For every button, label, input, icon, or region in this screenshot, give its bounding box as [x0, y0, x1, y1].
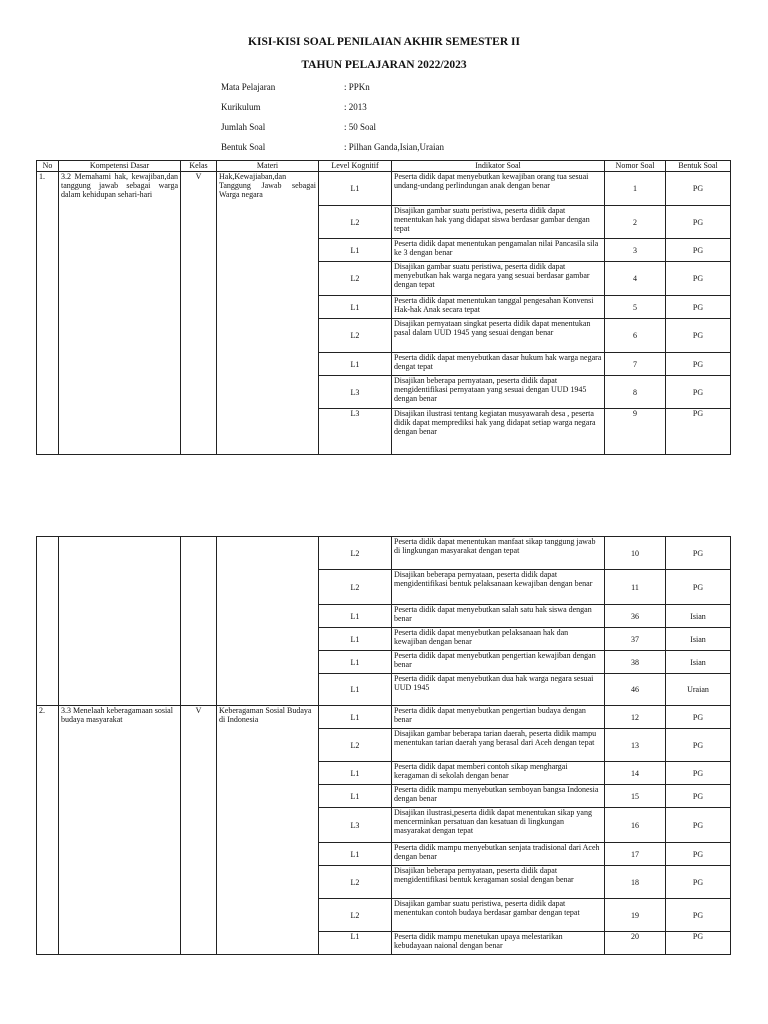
row-nomor: 16 [605, 808, 666, 843]
row-level: L1 [319, 628, 392, 651]
meta-key: Kurikulum [221, 102, 261, 112]
row-indikator: Peserta didik dapat menyebutkan pelaksanaan hak dan kewajiban dengan benar [392, 628, 605, 651]
row-indikator: Peserta didik dapat menyebutkan kewajiban orang tua sesuai undang-undang perlindungan anak dengan benar [392, 172, 605, 206]
row-materi: Hak,Kewajiaban,dan Tanggung Jawab sebagai Warga negara [217, 172, 319, 455]
document-title: KISI-KISI SOAL PENILAIAN AKHIR SEMESTER II [248, 36, 520, 48]
row-level: L1 [319, 932, 392, 955]
header-nomor: Nomor Soal [605, 161, 666, 172]
row-bentuk: PG [666, 296, 731, 319]
row-level: L1 [319, 785, 392, 808]
row-indikator: Peserta didik dapat menyebutkan pengertian kewajiban dengan benar [392, 651, 605, 674]
row-nomor: 20 [605, 932, 666, 955]
row-nomor: 37 [605, 628, 666, 651]
header-no: No [37, 161, 59, 172]
row-bentuk: PG [666, 808, 731, 843]
row-nomor: 2 [605, 206, 666, 239]
row-level: L1 [319, 674, 392, 706]
row-nomor: 17 [605, 843, 666, 866]
header-materi: Materi [217, 161, 319, 172]
row-bentuk: PG [666, 262, 731, 296]
row-nomor: 5 [605, 296, 666, 319]
row-bentuk: PG [666, 729, 731, 762]
row-indikator: Peserta didik dapat memberi contoh sikap menghargai keragaman di sekolah dengan benar [392, 762, 605, 785]
row-level: L2 [319, 570, 392, 605]
row-indikator: Disajikan beberapa pernyataan, peserta didik dapat mengidentifikasi pernyataan yang sesuai dengan UUD 1945 dengan benar [392, 376, 605, 409]
row-bentuk: PG [666, 239, 731, 262]
row-level: L2 [319, 866, 392, 899]
row-level: L1 [319, 172, 392, 206]
row-level: L2 [319, 206, 392, 239]
row-bentuk: Uraian [666, 674, 731, 706]
row-nomor: 4 [605, 262, 666, 296]
meta-key: Mata Pelajaran [221, 82, 276, 92]
row-bentuk: PG [666, 843, 731, 866]
row-materi: Keberagaman Sosial Budaya di Indonesia [217, 706, 319, 955]
row-level: L2 [319, 319, 392, 353]
header-level: Level Kognitif [319, 161, 392, 172]
meta-value: : 2013 [344, 102, 367, 112]
row-level: L3 [319, 409, 392, 455]
row-bentuk: Isian [666, 605, 731, 628]
row-nomor: 1 [605, 172, 666, 206]
header-indikator: Indikator Soal [392, 161, 605, 172]
row-bentuk: PG [666, 866, 731, 899]
row-nomor: 46 [605, 674, 666, 706]
row-nomor: 3 [605, 239, 666, 262]
row-indikator: Disajikan gambar beberapa tarian daerah, peserta didik mampu menentukan tarian daerah yang berasal dari Aceh dengan tepat [392, 729, 605, 762]
header-row [37, 161, 731, 172]
row-bentuk: PG [666, 353, 731, 376]
document-subtitle: TAHUN PELAJARAN 2022/2023 [301, 59, 467, 71]
table-row [37, 706, 731, 729]
row-level: L2 [319, 729, 392, 762]
row-indikator: Peserta didik dapat menentukan manfaat sikap tanggung jawab di lingkungan masyarakat dengan tepat [392, 537, 605, 570]
meta-key: Bentuk Soal [221, 142, 266, 152]
table-row [37, 537, 731, 570]
header-kd: Kompetensi Dasar [59, 161, 181, 172]
row-bentuk: PG [666, 319, 731, 353]
row-level: L1 [319, 762, 392, 785]
row-nomor: 15 [605, 785, 666, 808]
row-indikator: Disajikan ilustrasi,peserta didik dapat menentukan sikap yang mencerminkan persatuan dan kesatuan di lingkungan masyarakat dengan tepat [392, 808, 605, 843]
row-no: 2. [37, 706, 59, 955]
row-kd: 3.3 Menelaah keberagamaan sosial budaya masyarakat [59, 706, 181, 955]
row-bentuk: PG [666, 762, 731, 785]
row-bentuk: Isian [666, 651, 731, 674]
row-nomor: 38 [605, 651, 666, 674]
row-bentuk: PG [666, 376, 731, 409]
row-bentuk: PG [666, 932, 731, 955]
row-level: L1 [319, 239, 392, 262]
meta-key: Jumlah Soal [221, 122, 266, 132]
row-indikator: Peserta didik dapat menyebutkan salah satu hak siswa dengan benar [392, 605, 605, 628]
row-indikator: Disajikan gambar suatu peristiwa, peserta didik dapat menyebutkan hak warga negara yang sesuai berdasar gambar dengan tepat [392, 262, 605, 296]
row-nomor: 13 [605, 729, 666, 762]
row-kelas: V [181, 706, 217, 955]
row-indikator: Peserta didik mampu menetukan upaya melestarikan kebudayaan naional dengan benar [392, 932, 605, 955]
row-level: L2 [319, 262, 392, 296]
row-level: L3 [319, 376, 392, 409]
header-bentuk: Bentuk Soal [666, 161, 731, 172]
row-level: L1 [319, 706, 392, 729]
row-kelas [181, 537, 217, 706]
row-bentuk: Isian [666, 628, 731, 651]
table-row [37, 172, 731, 206]
meta-value: : PPKn [344, 82, 370, 92]
row-nomor: 12 [605, 706, 666, 729]
row-indikator: Disajikan pernyataan singkat peserta didik dapat menentukan pasal dalam UUD 1945 yang sesuai dengan benar [392, 319, 605, 353]
row-level: L1 [319, 353, 392, 376]
row-indikator: Peserta didik mampu menyebutkan semboyan bangsa Indonesia dengan benar [392, 785, 605, 808]
row-nomor: 36 [605, 605, 666, 628]
row-indikator: Peserta didik mampu menyebutkan senjata tradisional dari Aceh dengan benar [392, 843, 605, 866]
row-nomor: 18 [605, 866, 666, 899]
row-bentuk: PG [666, 785, 731, 808]
header-kelas: Kelas [181, 161, 217, 172]
row-bentuk: PG [666, 570, 731, 605]
row-nomor: 7 [605, 353, 666, 376]
meta-value: : 50 Soal [344, 122, 377, 132]
grid-table-part2 [36, 536, 731, 955]
row-indikator: Peserta didik dapat menentukan tanggal pengesahan Konvensi Hak-hak Anak secara tepat [392, 296, 605, 319]
row-bentuk: PG [666, 172, 731, 206]
row-kd [59, 537, 181, 706]
row-bentuk: PG [666, 537, 731, 570]
row-indikator: Peserta didik dapat menyebutkan pengertian budaya dengan benar [392, 706, 605, 729]
row-kd: 3.2 Memahami hak, kewajiban,dan tanggung jawab sebagai warga dalam kehidupan sehari-hari [59, 172, 181, 455]
row-level: L1 [319, 651, 392, 674]
row-materi [217, 537, 319, 706]
row-indikator: Peserta didik dapat menyebutkan dasar hukum hak warga negara dengat tepat [392, 353, 605, 376]
row-level: L3 [319, 808, 392, 843]
row-level: L2 [319, 537, 392, 570]
meta-value: : Pilhan Ganda,Isian,Uraian [344, 142, 444, 152]
row-indikator: Disajikan gambar suatu peristiwa, peserta didik dapat menentukan hak yang didapat siswa berdasar gambar dengan tepat [392, 206, 605, 239]
row-level: L1 [319, 605, 392, 628]
grid-table-part1 [36, 160, 731, 455]
row-level: L2 [319, 899, 392, 932]
row-indikator: Disajikan gambar suatu peristiwa, peserta didik dapat menentukan contoh budaya berdasar gambar dengan tepat [392, 899, 605, 932]
row-nomor: 9 [605, 409, 666, 455]
row-level: L1 [319, 296, 392, 319]
row-indikator: Peserta didik dapat menentukan pengamalan nilai Pancasila sila ke 3 dengan benar [392, 239, 605, 262]
row-indikator: Peserta didik dapat menyebutkan dua hak warga negara sesuai UUD 1945 [392, 674, 605, 706]
row-kelas: V [181, 172, 217, 455]
row-no [37, 537, 59, 706]
row-level: L1 [319, 843, 392, 866]
row-bentuk: PG [666, 706, 731, 729]
row-indikator: Disajikan beberapa pernyataan, peserta didik dapat mengidentifikasi bentuk keragaman sosial dengan benar [392, 866, 605, 899]
row-no: 1. [37, 172, 59, 455]
row-nomor: 6 [605, 319, 666, 353]
row-indikator: Disajikan ilustrasi tentang kegiatan musyawarah desa , peserta didik dapat memprediksi hak yang didapat setiap warga negara dengan benar [392, 409, 605, 455]
row-nomor: 19 [605, 899, 666, 932]
row-bentuk: PG [666, 899, 731, 932]
row-bentuk: PG [666, 206, 731, 239]
row-indikator: Disajikan beberapa pernyataan, peserta didik dapat mengidentifikasi bentuk pelaksanaan kewajiban dengan benar [392, 570, 605, 605]
row-nomor: 10 [605, 537, 666, 570]
row-nomor: 8 [605, 376, 666, 409]
row-bentuk: PG [666, 409, 731, 455]
row-nomor: 14 [605, 762, 666, 785]
row-nomor: 11 [605, 570, 666, 605]
